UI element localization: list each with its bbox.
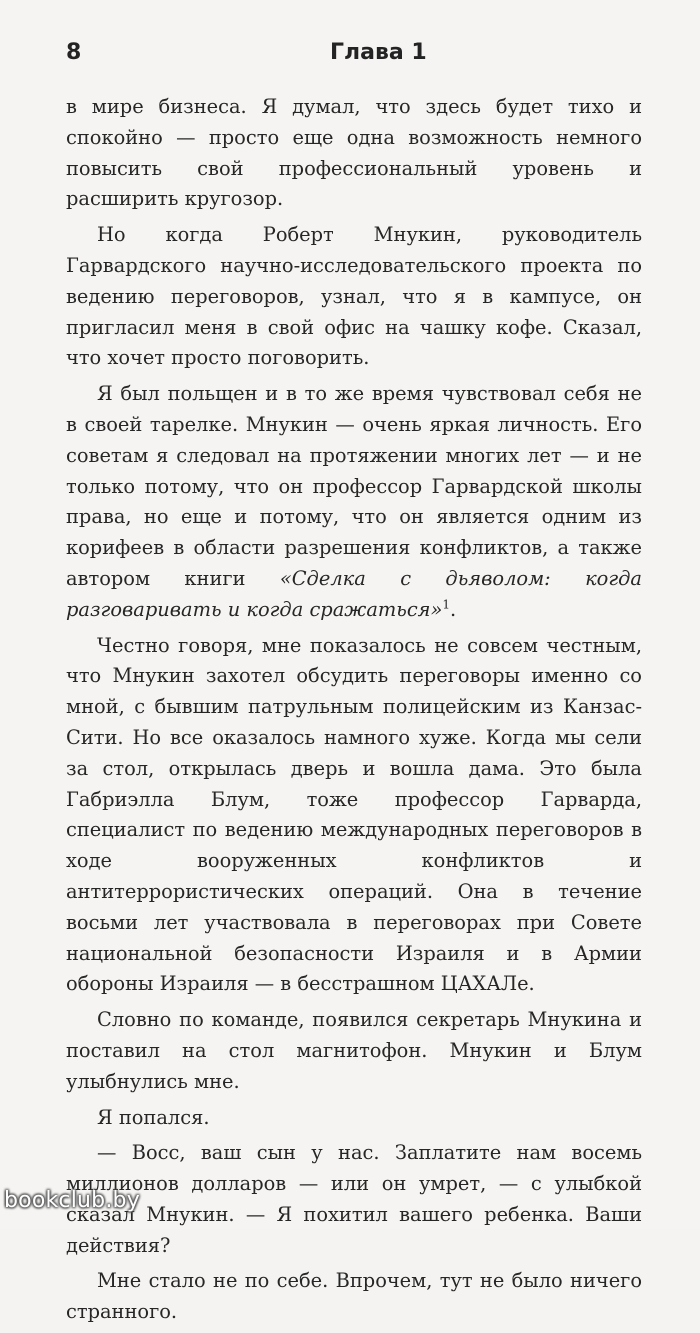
- watermark: bookclub.by: [4, 1188, 140, 1213]
- book-title: «Сделка с дьяволом: когда разговаривать и когда сражаться»: [66, 566, 642, 621]
- chapter-title: Глава 1: [330, 40, 427, 65]
- paragraph: Честно говоря, мне показалось не совсем честным, что Мнукин захотел обсудить переговоры именно со мной, с бывшим патрульным полицейским из Канзас-Сити. Но все оказалось намного хуже. Когда мы сели за стол, открылась дверь и вошла дама. Это была Габриэлла Блум, тоже профессор Гарварда, специалист по ведению международных переговоров в ходе вооруженных конфликтов и антитеррористических операций. Она в течение восьми лет участвовала в переговорах при Совете национальной безопасности Израиля и в Армии обороны Израиля — в бесстрашном ЦАХАЛе.: [66, 633, 642, 996]
- paragraph-text: .: [450, 597, 457, 621]
- running-head: [66, 40, 642, 72]
- paragraph: Мне стало не по себе. Впрочем, тут не было ничего странного.: [66, 1269, 642, 1324]
- footnote-ref: 1: [442, 597, 451, 612]
- paragraph: [66, 379, 642, 625]
- paragraph: Но когда Роберт Мнукин, руководитель Гарвардского научно-исследовательского проекта по ведению переговоров, узнал, что я в кампусе, он пригласил меня в свой офис на чашку кофе. Сказал, что хочет просто поговорить.: [66, 223, 642, 370]
- paragraph: — Восс, ваш сын у нас. Заплатите нам восемь миллионов долларов — или он умрет, — с улыбкой сказал Мнукин. — Я похитил вашего ребенка. Ваши действия?: [66, 1141, 642, 1257]
- paragraph: в мире бизнеса. Я думал, что здесь будет тихо и спокойно — просто еще одна возможность немного повысить свой профессиональный уровень и расширить кругозор.: [66, 95, 642, 211]
- body-text: [66, 92, 642, 1333]
- page-number: 8: [66, 40, 82, 65]
- paragraph: Я попался.: [97, 1105, 210, 1129]
- paragraph: Словно по команде, появился секретарь Мнукина и поставил на стол магнитофон. Мнукин и Блум улыбнулись мне.: [66, 1008, 642, 1093]
- paragraph-text: Я был польщен и в то же время чувствовал себя не в своей тарелке. Мнукин — очень яркая личность. Его советам я следовал на протяжении многих лет — и не только потому, что он профессор Гарвардской школы права, но еще и потому, что он является одним из корифеев в области разрешения конфликтов, а также автором книги: [66, 382, 642, 590]
